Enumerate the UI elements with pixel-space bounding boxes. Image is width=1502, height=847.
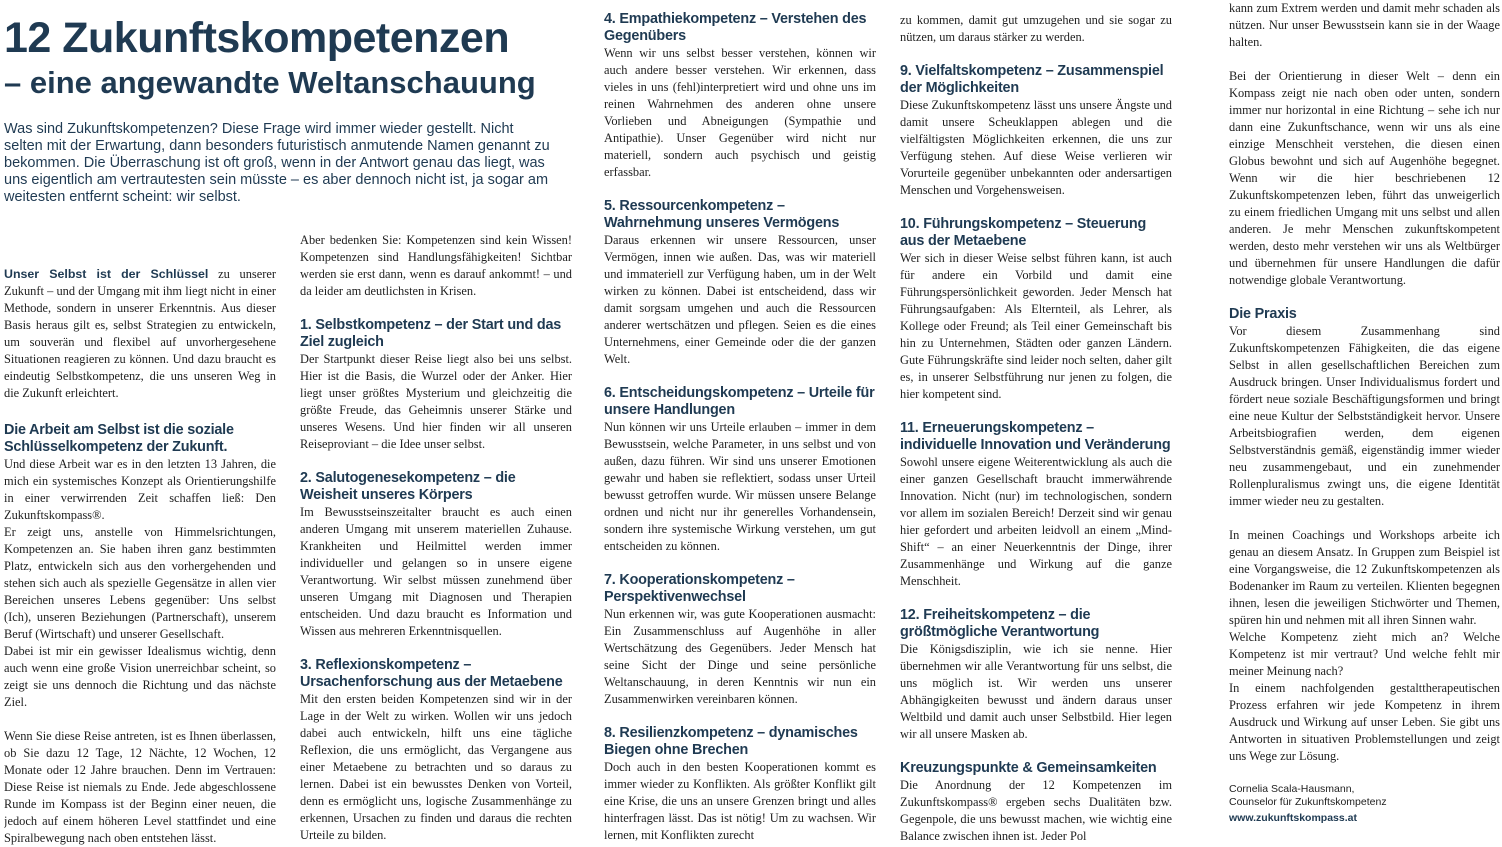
article-intro: Was sind Zukunftskompetenzen? Diese Frage wird immer wieder gestellt. Nicht selten mit der Erwartung, dann besonders futuristisch anmutende Namen genannt zu bekommen. Die Überraschung ist oft groß, wenn in der Antwort genau das liegt, was uns eigentlich am vertrautesten sein müsste – es aber dennoch nicht ist, ja sogar am weitesten entfernt scheint: wir selbst. <box>4 121 550 205</box>
section-2-heading: 2. Salutogenesekompetenz – die Weisheit unseres Körpers <box>300 470 516 503</box>
praxis-text: Vor diesem Zusammenhang sind Zukunftskompetenzen Fähigkeiten, die das eigene Selbst in allen gesellschaftlichen Bereichen zum Ausdruck bringen. Unser Individualismus fordert und fördert neue soziale Beschäftigungsformen und bringt eine neue Kultur der Selbstständigkeit hervor. Unsere Arbeitsbiografien werden, dem eigenen Selbstverständnis gemäß, eigenständig immer wieder neu zusammengebaut, und ein zunehmender Rollenpluralismus zwingt uns, die eigene Identität immer wieder neu zu gestalten. <box>1229 324 1500 508</box>
praxis-heading: Die Praxis <box>1229 306 1297 322</box>
author-name: Cornelia Scala-Hausmann, <box>1229 783 1355 795</box>
section-1-text: Der Startpunkt dieser Reise liegt also bei uns selbst. Hier ist die Basis, die Wurzel oder der Anker. Hier liegt unser größtes Mysterium und gleichzeitig die größte Freude, das Geheimnis unserer Stärke und unseres Wesens. Und hier finden wir all unseren Reiseproviant – die Idee unser selbst. <box>300 352 572 451</box>
section-2-text: Im Bewusstseinszeitalter braucht es auch einen anderen Umgang mit unserem materiellen Zuhause. Krankheiten und Heilmittel werden immer individueller und gelangen so in unsere eigene Verantwortung. Wir selbst müssen zunehmend über unseren Umgang mit Diagnosen und Therapien entscheiden. Und dazu braucht es Information und Wissen aus mehreren Erkenntnisquellen. <box>300 505 572 638</box>
section-4-text: Wenn wir uns selbst besser verstehen, können wir auch andere besser verstehen. Wir erkennen, dass vieles in uns (fehl)interpretiert wird und ohne uns im reinen Wahrnehmen des anderen ohne unsere Vorlieben und Abneigungen (Sympathie und Antipathie). Unser Gegenüber wird nicht nur materiell, sondern auch psychisch und geistig erfassbar. <box>604 46 876 179</box>
column-4 <box>900 0 1172 847</box>
section-12-heading: 12. Freiheitskompetenz – die größtmögliche Verantwortung <box>900 607 1100 640</box>
col5-paragraph-4: Welche Kompetenz zieht mich an? Welche Kompetenz ist mir vertraut? Und welche fehlt mir meiner Meinung nach? <box>1229 630 1500 678</box>
article-title: 12 Zukunftskompetenzen <box>4 14 510 62</box>
col2-paragraph-1: Aber bedenken Sie: Kompetenzen sind kein Wissen! Kompetenzen sind Handlungsfähigkeiten! Sichtbar werden sie erst dann, wenn es darauf ankommt! – und da leider am deutlichsten in Krisen. <box>300 233 572 298</box>
column-3 <box>604 0 876 847</box>
section-4-heading: 4. Empathiekompetenz – Verstehen des Gegenübers <box>604 11 867 44</box>
section-5-heading: 5. Ressourcenkompetenz – Wahrnehmung unseres Vermögens <box>604 198 840 231</box>
col1-paragraph-1-text: zu unserer Zukunft – und der Umgang mit ihm liegt nicht in einer Methode, sondern in unserer Erkenntnis. Aus dieser Basis heraus gilt es, selbst Strategien zu entwickeln, um souverän und flexibel auf unvorhergesehene Situationen reagieren zu können. Und dazu braucht es eindeutig Selbstkompetenz, die uns unseren Weg in die Zukunft erleichtert. <box>4 267 276 400</box>
col5-continuation: kann zum Extrem werden und damit mehr schaden als nützen. Nur unser Bewusstsein kann sie in der Waage halten. <box>1229 1 1500 49</box>
col1-paragraph-5: Wenn Sie diese Reise antreten, ist es Ihnen überlassen, ob Sie dazu 12 Tage, 12 Nächte, 12 Wochen, 12 Monate oder 12 Jahre brauchen. Denn im Vertrauen: Diese Reise ist niemals zu Ende. Jede abgeschlossene Runde im Kompass ist der Beginn einer neuen, die jedoch auf einem höheren Level stattfindet und eine Spiralbewegung nach oben entstehen lässt. <box>4 729 276 845</box>
section-6-heading: 6. Entscheidungskompetenz – Urteile für unsere Handlungen <box>604 385 875 418</box>
col1-heading: Die Arbeit am Selbst ist die soziale Schlüsselkompetenz der Zukunft. <box>4 422 234 455</box>
article-subtitle: – eine angewandte Weltanschauung <box>4 65 536 100</box>
section-10-heading: 10. Führungskompetenz – Steuerung aus der Metaebene <box>900 216 1147 249</box>
section-12-text: Die Königsdisziplin, wie ich sie nenne. Hier übernehmen wir alle Verantwortung für uns selbst, die uns möglich ist. Wir werden uns unserer Abhängigkeiten bewusst und ändern daraus unser Weltbild und damit auch unser Selbstbild. Hier legen wir all unsere Masken ab. <box>900 642 1172 741</box>
section-3-heading: 3. Reflexionskompetenz – Ursachenforschung aus der Metaebene <box>300 657 563 690</box>
col5-paragraph-3: In meinen Coachings und Workshops arbeite ich genau an diesem Ansatz. In Gruppen zum Beispiel ist eine Vorgangsweise, die 12 Zukunftskompetenzen als Bodenanker im Raum zu verteilen. Klienten begegnen ihnen, lesen die jeweiligen Stichwörter und Themen, spüren hin und nehmen mit all ihren Sinnen wahr. <box>1229 528 1500 627</box>
col1-paragraph-2: Und diese Arbeit war es in den letzten 13 Jahren, die mich ein systemisches Konzept als Orientierungshilfe in einer verwirrenden Zeit schaffen ließ: Den Zukunftskompass®. <box>4 457 276 522</box>
section-11-text: Sowohl unsere eigene Weiterentwicklung als auch die einer ganzen Gesellschaft braucht immerwährende Innovation. Nicht (nur) im technologischen, sondern vor allem im sozialen Bereich! Derzeit sind wir genau hier gefordert und arbeiten leidvoll an einem „Mind-Shift“ – an einer Neuerkenntnis der Dinge, ihrer Zusammenhänge und Wirkung auf die ganze Menschheit. <box>900 455 1172 588</box>
section-8-text: Doch auch in den besten Kooperationen kommt es immer wieder zu Konflikten. Als größter Konflikt gilt eine Krise, die uns an unsere Grenzen bringt und alles hinterfragen lässt. Das ist nötig! Um zu wachsen. Wir lernen, mit Konflikten zurecht <box>604 760 876 842</box>
author-role: Counselor für Zukunftskompetenz <box>1229 796 1387 808</box>
col1-paragraph-3: Er zeigt uns, anstelle von Himmelsrichtungen, Kompetenzen an. Sie haben ihren ganz bestimmten Platz, entwickeln sich aus den vorhergehenden und stehen sich auch als spezielle Gegensätze in allen vier Bereichen unseres Lebens gegenüber: Uns selbst (Ich), unseren Beziehungen (Partnerschaft), unserem Beruf (Wirtschaft) und unserer Gesellschaft. <box>4 525 276 641</box>
section-10-text: Wer sich in dieser Weise selbst führen kann, ist auch für andere ein Vorbild und damit eine Führungspersönlichkeit geworden. Jeder Mensch hat Führungsaufgaben: Als Elternteil, als Lehrer, als Kollege oder Freund; als Teil einer Gemeinschaft bis hin zu Unternehmen, Städten oder ganzen Ländern. Gute Führungskräfte sind leider noch selten, daher gilt es, in unserer Selbstführung nur jenen zu folgen, die hier kompetent sind. <box>900 251 1172 401</box>
col1-lead-phrase: Unser Selbst ist der Schlüssel <box>4 267 209 281</box>
section-11-heading: 11. Erneuerungskompetenz – individuelle Innovation und Veränderung <box>900 420 1171 453</box>
section-7-text: Nun erkennen wir, was gute Kooperationen ausmacht: Ein Zusammenschluss auf Augenhöhe in aller Wertschätzung des Gegenübers. Jeder Mensch hat seine Sicht der Dinge und seine persönliche Weltanschauung, in deren Kenntnis wir nun ein Zusammenwirken vereinbaren können. <box>604 607 876 706</box>
section-9-heading: 9. Vielfaltskompetenz – Zusammenspiel der Möglichkeiten <box>900 63 1164 96</box>
section-6-text: Nun können wir uns Urteile erlauben – immer in dem Bewusstsein, welche Parameter, in uns selbst und von außen, dazu führen. Wir sind uns unserer Emotionen gewahr und haben sie reflektiert, sodass unser Urteil bewusst getroffen wurde. Wir müssen unsere Belange ordnen und nicht nur ihr generelles Vorhandensein, sondern ihre systemische Wirkung verstehen, um gut entscheiden zu können. <box>604 420 876 553</box>
column-2 <box>300 0 572 847</box>
col5-paragraph-1: Bei der Orientierung in dieser Welt – denn ein Kompass zeigt nie nach oben oder unten, sondern immer nur horizontal in eine Richtung – sehe ich nur dann eine Zukunftschance, wenn wir uns als eine einzige Menschheit verstehen, die diesen einen Globus bewohnt und sich auf Augenhöhe begegnet. Wenn wir die hier beschriebenen 12 Zukunftskompetenzen leben, führt das unweigerlich zu einem friedlichen Umgang mit uns selbst und allen anderen. Je mehr Menschen zukunftskompetent werden, desto mehr verstehen wir uns als Weltbürger und übernehmen für unsere Handlungen die dafür notwendige globale Verantwortung. <box>1229 69 1500 287</box>
section-8-heading: 8. Resilienzkompetenz – dynamisches Biegen ohne Brechen <box>604 725 858 758</box>
column-1 <box>4 0 276 847</box>
col1-paragraph-1 <box>4 266 276 402</box>
crossing-points-heading: Kreuzungspunkte & Gemeinsamkeiten <box>900 760 1157 776</box>
author-website-link[interactable]: www.zukunftskompass.at <box>1229 812 1357 824</box>
col5-paragraph-5: In einem nachfolgenden gestalttherapeutischen Prozess erfahren wir jede Kompetenz in ihrem Ausdruck und Wirkung auf unser Leben. Sie gibt uns Antworten in situativen Problemstellungen und zeigt uns Wege zur Lösung. <box>1229 681 1500 763</box>
crossing-points-text: Die Anordnung der 12 Kompetenzen im Zukunftskompass® ergeben sechs Dualitäten bzw. Gegenpole, die uns bewusst machen, wie wichtig eine Balance zwischen ihnen ist. Jeder Pol <box>900 778 1172 843</box>
col4-continuation: zu kommen, damit gut umzugehen und sie sogar zu nützen, um daraus stärker zu werden. <box>900 13 1172 44</box>
col1-paragraph-4: Dabei ist mir ein gewisser Idealismus wichtig, denn auch wenn eine große Vision unerreichbar scheint, so zeigt sie uns dennoch die Richtung und das nächste Ziel. <box>4 644 276 709</box>
section-7-heading: 7. Kooperationskompetenz – Perspektivenwechsel <box>604 572 795 605</box>
author-signature <box>1229 783 1500 825</box>
section-3-text: Mit den ersten beiden Kompetenzen sind wir in der Lage in der Welt zu wirken. Wollen wir uns jedoch dabei auch entwickeln, hilft uns eine tägliche Reflexion, die uns ermöglicht, das Vergangene aus einer Metaebene zu betrachten und so daraus zu lernen. Dabei ist ein bewusstes Denken von Vorteil, denn es ermöglicht uns, logische Zusammenhänge zu erkennen, Ursachen zu finden und daraus die rechten Urteile zu bilden. <box>300 692 572 842</box>
section-1-heading: 1. Selbstkompetenz – der Start und das Ziel zugleich <box>300 317 562 350</box>
column-5 <box>1229 0 1500 847</box>
section-9-text: Diese Zukunftskompetenz lässt uns unsere Ängste und damit unsere Scheuklappen ablegen und die vielfältigsten Möglichkeiten erkennen, die uns zur Verfügung stehen. Auf diese Weise verlieren wir Vorurteile gegenüber unbekannten oder andersartigen Menschen und Vorgehensweisen. <box>900 98 1172 197</box>
section-5-text: Daraus erkennen wir unsere Ressourcen, unser Vermögen, innen wie außen. Das, was wir materiell und immateriell zur Verfügung haben, um in der Welt wirken zu können. Dabei ist entscheidend, dass wir damit sorgsam umgehen und auch die Ressourcen anderer wertschätzen und pflegen. Seien es die eines Unternehmens, einer Gemeinde oder die der ganzen Welt. <box>604 233 876 366</box>
